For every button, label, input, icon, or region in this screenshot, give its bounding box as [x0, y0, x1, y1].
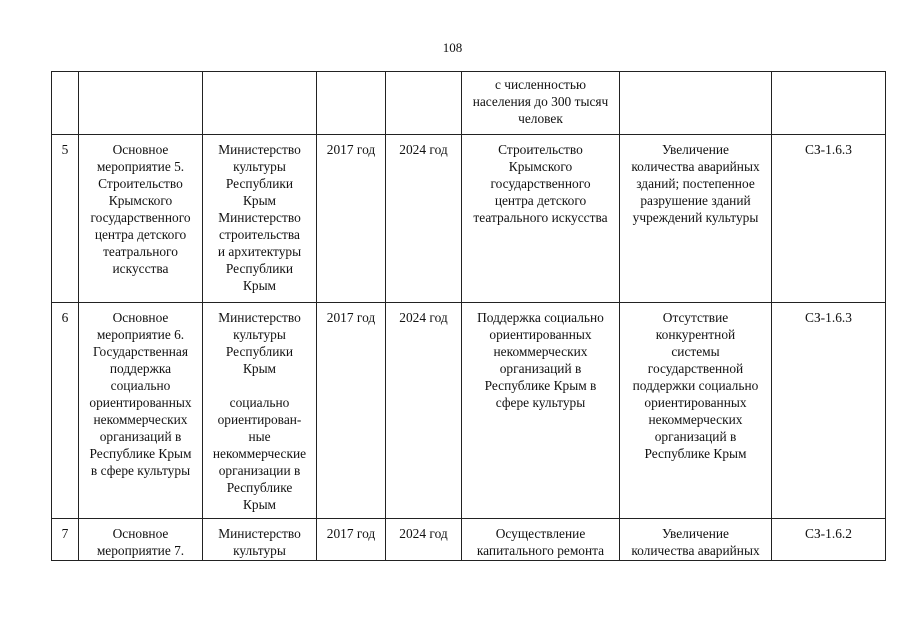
cell-num: 5 [52, 135, 79, 303]
cell-start: 2017 год [317, 519, 386, 561]
cell-indicator: СЗ-1.6.3 [772, 135, 886, 303]
cell-result: Поддержка социально ориентированных некоммерческих организаций в Республике Крым в сфере культуры [462, 303, 620, 519]
cell-start [317, 72, 386, 135]
cell-indicator: СЗ-1.6.3 [772, 303, 886, 519]
cell-indicator [772, 72, 886, 135]
cell-end [386, 72, 462, 135]
cell-end: 2024 год [386, 303, 462, 519]
cell-end: 2024 год [386, 519, 462, 561]
cell-start: 2017 год [317, 135, 386, 303]
cell-num: 6 [52, 303, 79, 519]
cell-event [79, 72, 203, 135]
cell-result: с численностью населения до 300 тысяч человек [462, 72, 620, 135]
cell-consequence [620, 72, 772, 135]
table-row-continuation [52, 72, 886, 135]
cell-result: Строительство Крымского государственного центра детского театрального искусства [462, 135, 620, 303]
cell-consequence: Отсутствие конкурентной системы государственной поддержки социально ориентированных некоммерческих организаций в Республике Крым [620, 303, 772, 519]
cell-consequence: Увеличение количества аварийных зданий; постепенное разрушение зданий учреждений культуры [620, 135, 772, 303]
cell-num [52, 72, 79, 135]
cell-event: Основное мероприятие 6. Государственная поддержка социально ориентированных некоммерческих организаций в Республике Крым в сфере культуры [79, 303, 203, 519]
cell-result: Осуществление капитального ремонта [462, 519, 620, 561]
cell-executor: Министерство культуры Республики Крым Министерство строительства и архитектуры Республики Крым [203, 135, 317, 303]
table-row [52, 135, 886, 303]
table-row [52, 519, 886, 561]
cell-event: Основное мероприятие 5. Строительство Крымского государственного центра детского театрального искусства [79, 135, 203, 303]
cell-num: 7 [52, 519, 79, 561]
cell-consequence: Увеличение количества аварийных [620, 519, 772, 561]
cell-end: 2024 год [386, 135, 462, 303]
cell-executor: Министерство культуры [203, 519, 317, 561]
table-row [52, 303, 886, 519]
cell-event: Основное мероприятие 7. [79, 519, 203, 561]
measures-table [51, 71, 886, 561]
page-number: 108 [442, 40, 463, 55]
cell-executor [203, 72, 317, 135]
cell-start: 2017 год [317, 303, 386, 519]
cell-executor: Министерство культуры Республики Крым социально ориентирован- ные некоммерческие организации в Республике Крым [203, 303, 317, 519]
cell-indicator: СЗ-1.6.2 [772, 519, 886, 561]
